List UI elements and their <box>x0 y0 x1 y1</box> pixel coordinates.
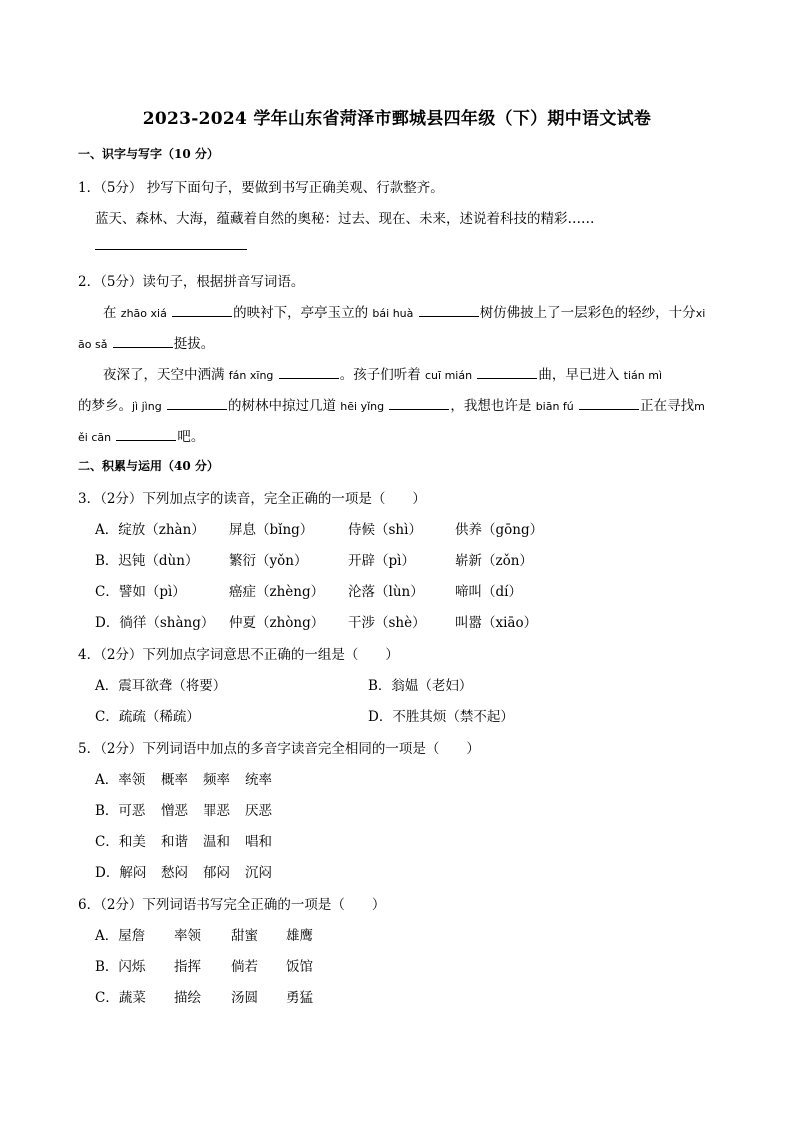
option-item: 描绘 <box>174 990 201 1006</box>
option-label[interactable]: C．蔬菜 <box>95 990 146 1006</box>
option-item: 频率 <box>203 772 230 788</box>
question-5-stem: 5．（2分）下列词语中加点的多音字读音完全相同的一项是（ ） <box>78 741 480 757</box>
text-fragment: 吧。 <box>177 429 205 445</box>
option-item: 啼叫（dí） <box>455 584 522 600</box>
option-item: 厌恶 <box>245 803 272 819</box>
answer-blank[interactable] <box>389 397 449 410</box>
option-label[interactable]: C．和美 <box>95 834 146 850</box>
option-label[interactable]: A．率领 <box>95 772 146 788</box>
answer-blank[interactable] <box>477 366 537 379</box>
pinyin-prompt: bái huà <box>372 307 414 320</box>
answer-blank[interactable] <box>113 335 173 348</box>
option-item: 倘若 <box>231 959 258 975</box>
option-item: 沦落（lùn） <box>348 584 424 600</box>
option-item: 率领 <box>174 928 201 944</box>
pinyin-prompt: zhāo xiá <box>120 307 167 320</box>
text-fragment: 的映衬下，亭亭玉立的 <box>233 305 369 321</box>
pinyin-prompt: xi <box>695 307 706 320</box>
question-2-line-5 <box>78 425 204 445</box>
option-item: 指挥 <box>174 959 201 975</box>
text-fragment: 。孩子们听着 <box>339 367 421 383</box>
option-item: 罪恶 <box>203 803 230 819</box>
question-3-stem: 3．（2分）下列加点字的读音，完全正确的一项是（ ） <box>78 491 426 507</box>
option-item: 癌症（zhèng） <box>229 584 325 600</box>
question-6-stem: 6．（2分）下列词语书写完全正确的一项是（ ） <box>78 897 386 913</box>
option-item: 唱和 <box>245 834 272 850</box>
option-item: 勇猛 <box>286 990 313 1006</box>
option-item: 仲夏（zhòng） <box>229 615 325 631</box>
option-item: 甜蜜 <box>231 928 258 944</box>
answer-blank[interactable] <box>167 397 227 410</box>
option-item: 温和 <box>203 834 230 850</box>
text-fragment: 在 <box>103 305 117 321</box>
pinyin-prompt: fán xīng <box>228 369 274 382</box>
section-heading-2: 二、积累与运用（40 分） <box>78 459 219 473</box>
answer-blank[interactable] <box>172 304 232 317</box>
answer-blank[interactable] <box>279 366 339 379</box>
option-item: 和谐 <box>161 834 188 850</box>
option-d[interactable]: D．不胜其烦（禁不起） <box>368 709 514 725</box>
option-label[interactable]: B．迟钝（dùn） <box>95 553 199 569</box>
text-fragment: 夜深了，天空中洒满 <box>103 367 225 383</box>
option-label[interactable]: A．屋詹 <box>95 928 146 944</box>
question-1-sentence: 蓝天、森林、大海，蕴藏着自然的奥秘：过去、现在、未来，述说着科技的精彩…… <box>95 211 595 227</box>
option-item: 饭馆 <box>286 959 313 975</box>
option-item: 崭新（zǒn） <box>455 553 533 569</box>
option-c[interactable]: C．疏疏（稀疏） <box>95 709 200 725</box>
text-fragment: ，我想也许是 <box>450 398 532 414</box>
option-item: 叫嚣（xiāo） <box>455 615 538 631</box>
option-item: 概率 <box>161 772 188 788</box>
pinyin-prompt: m <box>694 400 705 413</box>
option-item: 供养（gōng） <box>455 522 544 538</box>
answer-blank[interactable] <box>579 397 639 410</box>
option-label[interactable]: D．解闷 <box>95 865 147 881</box>
answer-blank-q1[interactable] <box>95 249 247 250</box>
option-item: 汤圆 <box>231 990 258 1006</box>
question-4-stem: 4．（2分）下列加点字词意思不正确的一组是（ ） <box>78 647 399 663</box>
pinyin-prompt: āo sǎ <box>78 338 108 351</box>
option-item: 憎恶 <box>161 803 188 819</box>
option-label[interactable]: B．闪烁 <box>95 959 146 975</box>
question-2-line-1 <box>103 301 705 321</box>
option-item: 雄鹰 <box>286 928 313 944</box>
option-item: 郁闷 <box>203 865 230 881</box>
option-b[interactable]: B．翁媪（老妇） <box>368 678 473 694</box>
option-label[interactable]: B．可恶 <box>95 803 146 819</box>
question-2-stem: 2．（5分）读句子，根据拼音写词语。 <box>78 274 305 290</box>
option-item: 屏息（bǐng） <box>229 522 314 538</box>
text-fragment: 挺拔。 <box>173 336 215 352</box>
option-item: 统率 <box>245 772 272 788</box>
answer-blank[interactable] <box>116 428 176 441</box>
option-label[interactable]: D．徜徉（shàng） <box>95 615 215 631</box>
option-item: 繁衍（yǒn） <box>229 553 308 569</box>
pinyin-prompt: jì jìng <box>132 400 162 413</box>
option-item: 侍候（shì） <box>348 522 422 538</box>
pinyin-prompt: cuī mián <box>425 369 473 382</box>
question-2-line-2 <box>78 332 214 352</box>
text-fragment: 的梦乡。 <box>78 398 132 414</box>
answer-blank[interactable] <box>419 304 479 317</box>
option-a[interactable]: A．震耳欲聋（将要） <box>95 678 227 694</box>
option-label[interactable]: C．譬如（pì） <box>95 584 186 600</box>
text-fragment: 曲，早已进入 <box>538 367 620 383</box>
text-fragment: 正在寻找 <box>640 398 695 414</box>
pinyin-prompt: tián mì <box>623 369 663 382</box>
pinyin-prompt: biān fú <box>535 400 574 413</box>
option-item: 干涉（shè） <box>348 615 426 631</box>
text-fragment: 的树林中掠过几道 <box>227 398 336 414</box>
option-label[interactable]: A．绽放（zhàn） <box>95 522 205 538</box>
page-title: 2023-2024 学年山东省菏泽市鄄城县四年级（下）期中语文试卷 <box>142 109 652 129</box>
text-fragment: 树仿佛披上了一层彩色的轻纱，十分 <box>479 305 696 321</box>
option-item: 愁闷 <box>161 865 188 881</box>
option-item: 沉闷 <box>245 865 272 881</box>
question-2-line-4 <box>78 394 705 414</box>
option-item: 开辟（pì） <box>348 553 415 569</box>
question-2-line-3 <box>103 363 662 383</box>
section-heading-1: 一、识字与写字（10 分） <box>78 147 219 161</box>
pinyin-prompt: hēi yǐng <box>340 400 385 413</box>
question-1-stem: 1．（5分） 抄写下面句子，要做到书写正确美观、行款整齐。 <box>78 180 444 196</box>
pinyin-prompt: ěi cān <box>78 431 112 444</box>
